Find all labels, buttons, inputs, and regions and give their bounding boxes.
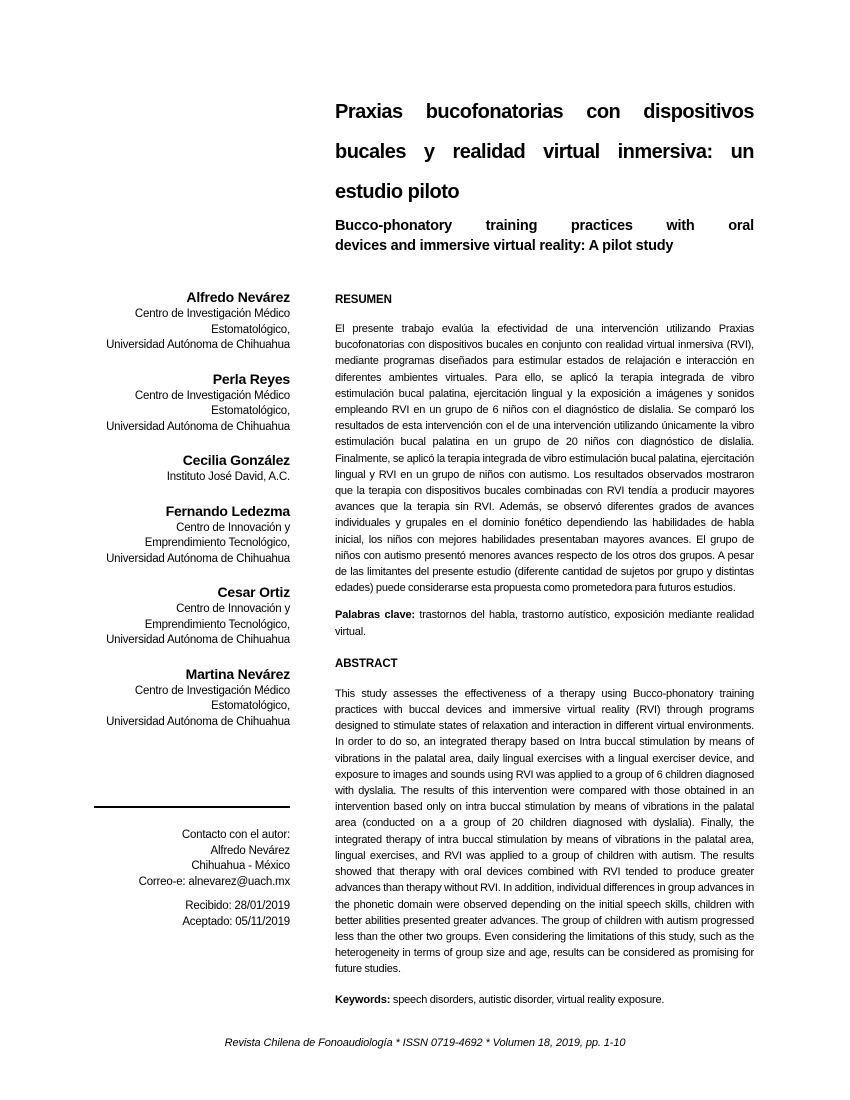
abstract-text: This study assesses the effectiveness of a therapy using Bucco-phonatory training practices with buccal devices and immersive virtual reality (RVI) through programs designed to stimulate states of relaxation and interaction in different virtual environments. In order to do so, an integrated therapy based on Intra buccal stimulation by means of vibrations in the palatal area, daily lingual exercises with a lingual exerciser device, and exposure to images and sounds using RVI was applied to a group of 6 children diagnosed with dyslalia. The results of this intervention were compared with those obtained in an intervention based only on intra buccal stimulation by means of vibrations in the palatal area (conducted on a a group of 20 children diagnosed with dyslalia). Finally, the integrated therapy of intra buccal stimulation by means of vibrations in the palatal area, lingual exercises, and RVI was applied to a group of children with autism. The results showed that therapy with oral devices combined with RVI tended to produce greater advances than therapy without RVI. In addition, individual differences in group advances in the phonetic domain were observed depending on the initial speech skills, children with better abilities presented greater advances. The group of children with autism progressed less than the other two groups. Even considering the limitations of this study, such as the heterogeneity in terms of group size and age, results can be considered as promising for future studies.: [335, 687, 754, 976]
keywords-label: Keywords:: [335, 993, 391, 1006]
author-name: Cesar Ortiz: [217, 584, 290, 600]
palabras-clave-label: Palabras clave:: [335, 609, 416, 622]
resumen-heading: RESUMEN: [335, 294, 392, 306]
accepted-date: Aceptado: 05/11/2019: [182, 915, 290, 928]
spacer: [94, 890, 290, 899]
keywords: [335, 992, 754, 1008]
author-affiliation-line: Centro de Investigación Médico: [134, 389, 290, 402]
palabras-clave: [335, 607, 754, 639]
author-affiliation-line: Universidad Autónoma de Chihuahua: [106, 634, 290, 646]
author-affiliation-line: Emprendimiento Tecnológico,: [144, 537, 290, 549]
contact-line: Alfredo Nevárez: [210, 844, 290, 857]
title-en-line: devices and immersive virtual reality: A pilot study: [335, 238, 674, 254]
journal-footer: Revista Chilena de Fonoaudiología * ISSN 0719-4692 * Volumen 18, 2019, pp. 1-10: [224, 1037, 626, 1049]
author-affiliation-line: Universidad Autónoma de Chihuahua: [106, 715, 290, 728]
author-affiliation-line: Universidad Autónoma de Chihuahua: [106, 339, 290, 351]
author-name: Martina Nevárez: [185, 665, 290, 682]
author-block: [94, 501, 290, 568]
contact-line: Contacto con el autor:: [181, 829, 290, 841]
author-affiliation-line: Universidad Autónoma de Chihuahua: [106, 420, 290, 433]
title-en-line: Bucco-phonatory training practices with oral: [335, 218, 754, 234]
contact-line: Chihuahua - México: [191, 860, 290, 872]
author-affiliation-line: Centro de Investigación Médico: [134, 308, 290, 320]
author-block: [94, 450, 290, 486]
author-block: [94, 664, 290, 731]
title-es-line: bucales y realidad virtual inmersiva: un: [335, 141, 754, 163]
received-date: Recibido: 28/01/2019: [185, 900, 290, 912]
title-es-line: estudio piloto: [335, 181, 460, 203]
author-name: Perla Reyes: [212, 370, 290, 387]
author-sidebar: [94, 287, 290, 745]
author-affiliation-line: Estomatológico,: [211, 405, 290, 417]
author-name: Fernando Ledezma: [165, 502, 290, 519]
palabras-clave-text: trastornos del habla, trastorno autístico, exposición mediante realidad virtual.: [335, 609, 754, 638]
keywords-text: speech disorders, autistic disorder, virtual reality exposure.: [390, 993, 665, 1006]
author-affiliation-line: Estomatológico,: [211, 700, 290, 712]
title-es-line: Praxias bucofonatorias con dispositivos: [335, 101, 754, 123]
author-block: [94, 369, 290, 436]
author-name: Alfredo Nevárez: [186, 289, 290, 305]
author-block: [94, 582, 290, 649]
abstract-heading: ABSTRACT: [335, 657, 398, 670]
article-title-en: [335, 216, 754, 256]
author-affiliation-line: Centro de Investigación Médico: [134, 684, 290, 697]
author-block: [94, 287, 290, 354]
author-affiliation-line: Universidad Autónoma de Chihuahua: [106, 552, 290, 565]
author-affiliation-line: Estomatológico,: [211, 323, 290, 336]
author-affiliation-line: Centro de Innovación y: [176, 603, 290, 615]
contact-email: Correo-e: alnevarez@uach.mx: [138, 875, 290, 888]
author-affiliation-line: Centro de Innovación y: [176, 521, 290, 534]
author-affiliation-line: Instituto José David, A.C.: [166, 471, 290, 483]
author-affiliation-line: Emprendimiento Tecnológico,: [144, 618, 290, 631]
article-title-es: [335, 92, 754, 212]
contact-block: [94, 806, 290, 930]
article-main: [335, 92, 754, 1008]
resumen-text: El presente trabajo evalúa la efectividad de una intervención utilizando Praxias bucofonatorias con dispositivos bucales en conjunto con realidad virtual inmersiva (RVI), mediante programas diseñados para estimular estados de relajación e interacción en diferentes ambientes virtuales. Para ello, se aplicó la terapia integrada de vibro estimulación bucal palatina, ejercitación lingual y la exposición a imágenes y sonidos empleando RVI en un grupo de 6 niños con el diagnóstico de dislalia. Se comparó los resultados de esta intervención con el de una intervención utilizando únicamente la vibro estimulación bucal palatina en un grupo de 20 niños con diagnóstico de dislalia. Finalmente, se aplicó la terapia integrada de vibro estimulación bucal palatina, ejercitación lingual y RVI en un grupo de niños con autismo. Los resultados observados mostraron que la terapia con dispositivos bucales combinadas con RVI tendía a producir mayores avances que la terapia sin RVI. Además, se observó diferentes grados de avances individuales y grupales en el dominio fonético dependiendo las habilidades de habla inicial, los niños con mejores habilidades presentaban mayores avances. El grupo de niños con autismo presentó menores avances respecto de los otros dos grupos. A pesar de las limitantes del presente estudio (diferente cantidad de sujetos por grupo y distintas edades) puede considerarse esta propuesta como prometedora para futuros estudios.: [335, 323, 754, 595]
author-name: Cecilia González: [182, 452, 290, 468]
